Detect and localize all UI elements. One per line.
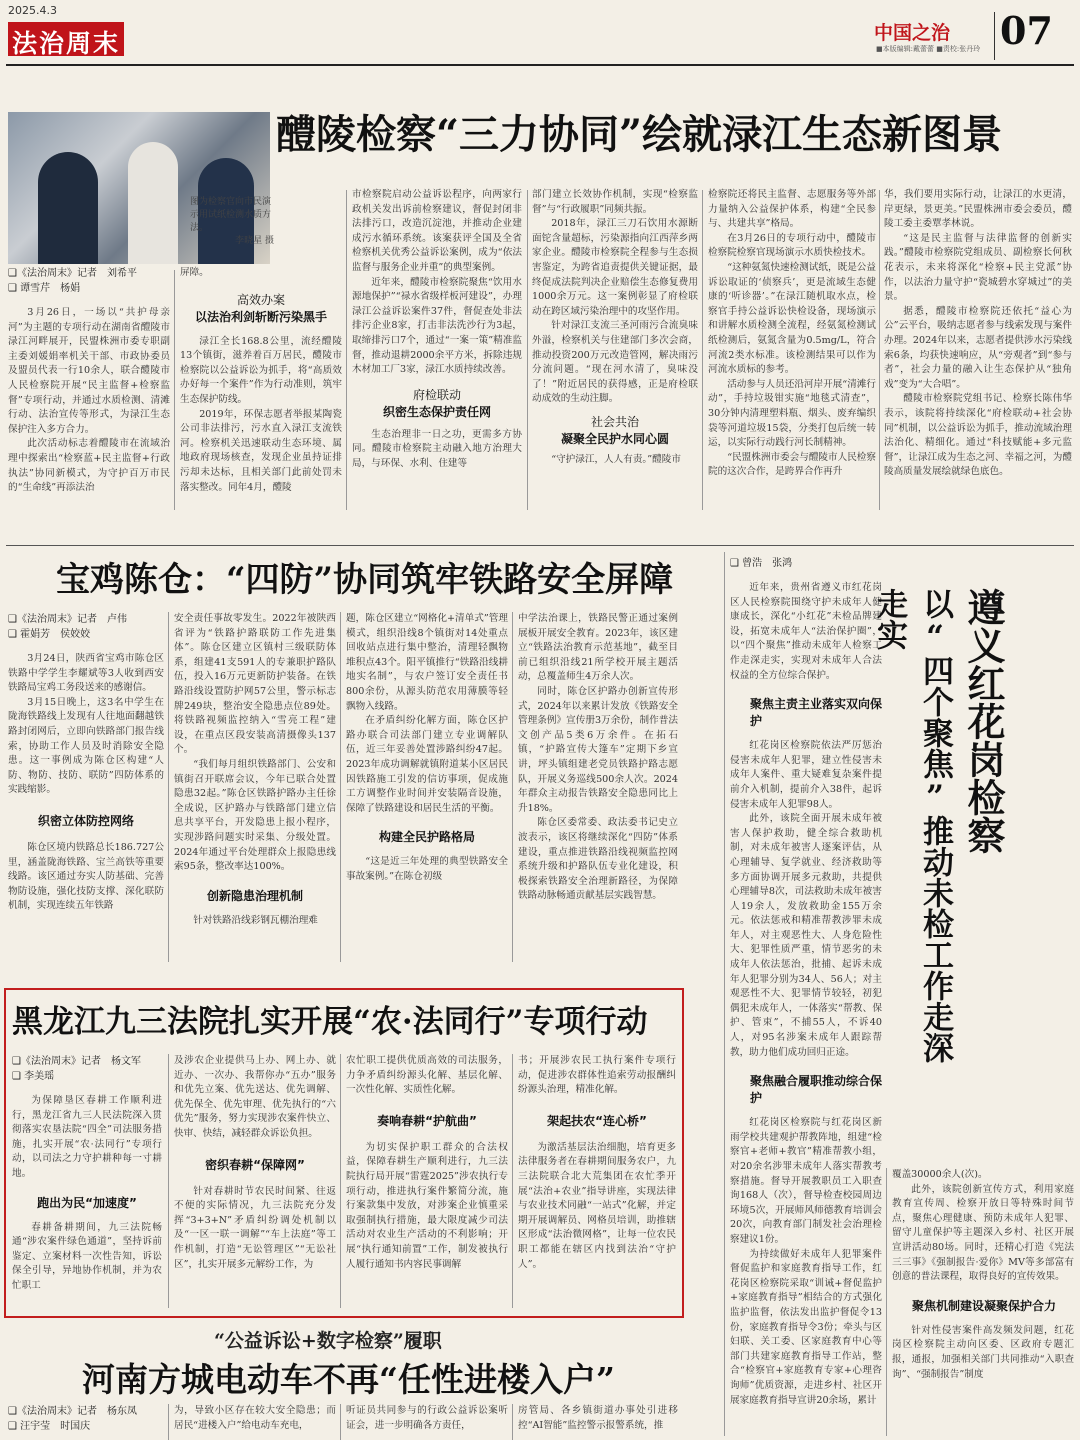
liling-col2 [180,266,342,495]
liling-subheading-3a: 社会共治 [590,414,639,429]
heilongjiang-paragraph: 针对春耕时节农民时间紧、往返不便的实际情况，九三法院充分发挥“3+3+N”矛盾纠纷调处机制以及“一区一联一调解”“车上法庭”等工作机制，打造“无讼管理区”“无讼社区”，扎实开展多元解纷工作，为 [174,1185,336,1270]
heilongjiang-subheading-2: 密织春耕“保障网” [205,1157,305,1172]
liling-subheading-1b: 以法治利剑斩断污染黑手 [194,309,327,324]
column-divider [340,1404,341,1440]
heilongjiang-paragraph: 春耕备耕期间，九三法院畅通“涉农案件绿色通道”，坚持诉前鉴定、立案材料一次性告知，诉讼保全引导，异地协作机制，并为农忙职工 [12,1221,162,1291]
heilongjiang-subheading-3: 奏响春耕“护航曲” [377,1113,477,1128]
column-divider [512,1404,513,1440]
zunyi-title-line2: 以“四个聚焦”推动未检工作走深走实 [871,588,953,1063]
zunyi-paragraph: 此外，该院全面开展未成年被害人保护救助，健全综合救助机制，对未成年被害人逐案评估，从心理辅导、复学就业、经济救助等多方面协调开展多元救助，共提供心理辅导8次，司法救助未成年被害人19余人，发放救助金155万余元。依法惩戒和精准帮教涉罪未成年人，对主观恶性大、人身危险性大、犯罪性质严重，情节恶劣的未成年人依法惩治，批捕、起诉未成年人犯罪分别为34人、56人；对主观恶性不大、犯罪情节较轻，初犯偶犯未成年人，一体落实“帮教、保护、管束”，不捕55人，不诉40人，对95名涉案未成年人跟踪帮教，助力他们成功回归正途。 [730,813,882,1058]
article-baoji-title: 宝鸡陈仓：“四防”协同筑牢铁路安全屏障 [56,560,674,600]
article-fangcheng-kicker: “公益诉讼+数字检察”履职 [214,1330,442,1352]
reporter-byline: ❑《法治周末》记者 刘希平 [8,268,137,279]
heilongjiang-col4 [518,1054,676,1272]
column-divider [168,1054,169,1308]
liling-subheading-2a: 府检联动 [412,387,461,402]
heilongjiang-col1 [12,1054,162,1294]
correspondent-byline: ❑ 李美瑶 [12,1071,55,1082]
liling-paragraph: 华，我们要用实际行动，让渌江的水更清，岸更绿，景更美。”民盟株洲市委会委员，醴陵工委主委覃孝林说。 [884,189,1072,230]
liling-paragraph: 生态治理非一日之功，更需多方协同。醴陵市检察院主动融入地方治理大局，与环保、水利、住建等 [352,428,522,469]
column-divider [527,190,528,510]
section-name: 中国之治 [874,22,951,44]
zunyi-column-right [892,1168,1074,1382]
reporter-byline: ❑《法治周末》记者 杨东凤 [8,1406,137,1417]
page-number: 07 [1000,8,1053,53]
column-divider [168,612,169,962]
liling-paragraph: 检察院还将民主监督、志愿服务等外部力量纳入公益保护体系，构建“全民参与、共建共享”格局。 [708,189,876,230]
article-liling-title: 醴陵检察“三力协同”绘就渌江生态新图景 [276,111,1003,158]
column-divider [512,1054,513,1308]
liling-col4 [532,188,698,468]
fangcheng-paragraph: 听证员共同参与的行政公益诉讼案听证会，进一步明确各方责任， [346,1405,508,1431]
column-divider [168,1404,169,1440]
baoji-paragraph: 中学法治课上，铁路民警正通过案例展板开展安全教育。2023年，该区建立“铁路法治教育示范基地”，截至目前已组织沿线21所学校开展主题活动，总覆盖师生4万余人次。 [518,613,678,683]
editor-credit [876,44,980,54]
correspondent-byline: ❑ 谭雪芹 杨娟 [8,283,81,294]
liling-paragraph: 针对渌江支流三圣河雨污合流臭味外溢，检察机关与住建部门多次会商，推动投资200万元改造管网，解决雨污分流问题。“现在河水清了，臭味没了！”附近居民的获得感，正是府检联动成效的生动注脚。 [532,320,698,405]
heilongjiang-paragraph: 及涉农企业提供马上办、网上办、就近办、一次办、我帮你办“五办”服务和优先立案、优先送达、优先调解、优先保全、优先审理、优先执行的“六优先”服务，努力实现涉农案件快立、快审、快结，减轻群众诉讼负担。 [174,1055,336,1139]
liling-col6 [884,188,1072,480]
liling-paragraph: 市检察院启动公益诉讼程序，向两家行政机关发出诉前检察建议，督促封闭非法排污口，改造沉淀池，并推动企业建成污水循环系统。该案获评全国及全省检察机关优秀公益诉讼案例，成为“依法监督与服务企业并重”的典型案例。 [352,189,522,273]
column-divider [724,552,725,1436]
correspondent-byline: ❑ 曾浩 张鸿 [730,558,793,569]
heilongjiang-col3 [346,1054,508,1272]
article-fangcheng-title: 河南方城电动车不再“任性进楼入户” [82,1360,615,1399]
zunyi-paragraph: 针对性侵害案件高发频发问题，红花岗区检察院主动向区委、区政府专题汇报，通报，加强相关部门共同推动“入职查询”、“强制报告”制度 [892,1324,1074,1380]
baoji-paragraph: 在矛盾纠纷化解方面，陈仓区护路办联合司法部门建立专业调解队伍，近三年妥善处置涉路纠纷47起。2023年成功调解就镇附道某小区居民因铁路施工引发的信访事项，促成施工方调整作业时间并安装隔音设施，保障了铁路建设和居民生活的平衡。 [346,715,508,814]
issue-date: 2025.4.3 [8,4,57,17]
reporter-byline: ❑《法治周末》记者 杨文军 [12,1056,141,1067]
heilongjiang-paragraph: 为切实保护职工群众的合法权益，保障春耕生产顺利进行，九三法院执行局开展“雷霆2025”涉农执行专项行动，推进执行案件繁简分流，施行案款集中发放，对涉案企业慎重采取强制执行措施，最大限度减少司法活动对农业生产活动的不利影响；开展“执行通知前置”工作，制发被执行人履行通知书内容民事调解 [346,1141,508,1270]
column-divider [346,190,347,510]
baoji-paragraph: 同时，陈仓区护路办创新宣传形式，2024年以来累计发放《铁路安全管理条例》宣传册3万余份，制作普法文创产品5类6万余件。在拓石镇，“护路宣传大篷车”定期下乡宣讲，坪头镇组建老党员铁路护路志愿队，开展义务巡线500余人次。2024年群众主动报告铁路安全隐患同比上升18%。 [518,685,678,814]
baoji-paragraph: 3月15日晚上，这3名中学生在陇海铁路线上发现有人往地面翻越铁路封闭网后，立即向铁路部门报告线索，协助工作人员及时消除安全隐患。这一事例成为陈仓区构建“人防、物防、技防、联防”四防体系的实践缩影。 [8,696,164,796]
correspondent-byline: ❑ 汪宇莹 时国庆 [8,1421,91,1432]
baoji-paragraph: “我们每月组织铁路部门、公安和镇街召开联席会议，今年已联合处置隐患32起。”陈仓区铁路护路办主任徐全成说，区护路办与铁路部门建立信息共享平台，开发隐患上报小程序，实现涉路问题实时采集、分级处置。2024年通过平台处理群众上报隐患线索95条，整改率达100%。 [174,758,336,873]
zunyi-subheading-2: 聚焦融合履职推动综合保护 [750,1074,883,1106]
photo-caption [190,196,274,248]
liling-paragraph: “这是民主监督与法律监督的创新实践。”醴陵市检察院党组成员、副检察长何秋花表示，未来将深化“检察+民主党派”协作，以法治力量守护“瓷城碧水穿城过”的美景。 [884,232,1072,303]
baoji-col1 [8,612,164,914]
fangcheng-col4 [518,1404,678,1438]
baoji-col3 [346,612,508,885]
liling-paragraph: 部门建立长效协作机制，实现“检察监督”与“行政履职”同频共振。 [532,189,698,215]
heilongjiang-subheading-1: 跑出为民“加速度” [37,1195,137,1210]
paper-name: 法治周末 [12,29,121,58]
fangcheng-col1 [8,1404,164,1434]
heilongjiang-paragraph: 为激活基层法治细胞，培育更多法律服务者在春耕期间服务农户，九三法院联合北大荒集团在农忙季开展“法治+农业”指导讲座，实现法律与农业技术同融“一站式”化解，并定期开展调解员、网格员培训，助推辖区形成“法治微网格”，让每一位农民职工都能在辖区内找到法治“守护人”。 [518,1141,676,1270]
baoji-subheading-2: 创新隐患治理机制 [206,888,303,903]
article-heilongjiang-title: 黑龙江九三法院扎实开展“农·法同行”专项行动 [12,1004,648,1040]
fangcheng-col2 [174,1404,336,1438]
baoji-paragraph: 安全责任事故零发生。2022年被陕西省评为“铁路护路联防工作先进集体”。陈仓区建立区镇村三级联防体系，组建41支591人的专兼职护路队伍，投入16万元更新防护装备。在铁路沿线设置防护网57公里，警示标志牌249块，整治安全隐患点位89处。将铁路视频监控纳入“雪亮工程”建设，在重点区段安装高清摄像头137个。 [174,613,336,756]
photo-caption-text: 图为检察官向市民演示用试纸检测水质方法。 [190,197,272,233]
masthead [0,0,1080,66]
liling-col5 [708,188,876,480]
correspondent-byline: ❑ 霍娟芳 侯姣姣 [8,629,91,640]
liling-subheading-1a: 高效办案 [236,292,285,307]
column-divider [340,612,341,962]
baoji-col4 [518,612,678,904]
editor-name: ■本版编辑:戴蕾蕾 [876,45,934,53]
liling-col1 [8,266,170,496]
fangcheng-col3 [346,1404,508,1438]
baoji-col2 [174,612,336,928]
heilongjiang-paragraph: 农忙职工提供优质高效的司法服务，力争矛盾纠纷源头化解、基层化解、一次性化解、实质性化解。 [346,1055,508,1096]
liling-paragraph: 屏障。 [180,267,209,278]
liling-paragraph: 在3月26日的专项行动中，醴陵市检察院检察官现场演示水质快检技术。 [708,232,876,259]
heilongjiang-col2 [174,1054,336,1272]
liling-paragraph: 此次活动标志着醴陵市在流域治理中探索出“检察蓝+民主监督+行政执法”协同新模式，为守护百万市民的“生命线”再添法治 [8,438,170,494]
zunyi-title-line1: 遵义红花岗检察 [961,588,1006,854]
heilongjiang-subheading-4: 架起扶农“连心桥” [547,1113,647,1128]
zunyi-paragraph: 此外，该院创新宣传方式，利用家庭教育宣传周、检察开放日等特殊时间节点，聚焦心理健康、预防未成年人犯罪、留守儿童保护等主题深入乡村、社区开展宣讲活动80场。同时，还精心打造《宪法三三事》《强制报告·爱你》MV等多部富有创意的普法课程，取得良好的宣传效果。 [892,1183,1074,1283]
column-divider [886,1168,887,1436]
liling-paragraph: 据悉，醴陵市检察院还依托“益心为公”云平台，吸纳志愿者参与线索发现与案件办理。2024年以来，志愿者提供涉水污染线索6条，均获快速响应，从“旁观者”到“参与者”，社会力量的融入让生态保护从“独角戏”变为“大合唱”。 [884,305,1072,390]
masthead-rule [6,64,1074,66]
fangcheng-paragraph: 房管局、各乡镇街道办事处引进移控“AI智能”监控警示报警系统，推 [518,1405,678,1431]
zunyi-subheading-1: 聚焦主责主业落实双向保护 [750,697,883,729]
liling-paragraph: 醴陵市检察院党组书记、检察长陈伟华表示，该院将持续深化“府检联动+社会协同”机制，以公益诉讼为抓手，推动流域治理法治化、精细化。通过“科技赋能+多元监督”，让渌江成为生态之河、幸福之河，为醴陵高质量发展绘就绿色底色。 [884,393,1072,478]
liling-paragraph: 2019年，环保志愿者举报某陶瓷公司非法排污，污水直入渌江支流铁河。检察机关迅速联动生态环境、属地政府现场核查，发现企业虽持证排污却未达标，且相关部门此前处罚未落实整改。同年4月，醴陵 [180,408,342,493]
reporter-byline: ❑《法治周末》记者 卢伟 [8,614,127,625]
liling-subheading-3b: 凝聚全民护水同心圆 [560,431,669,446]
heilongjiang-paragraph: 书；开展涉农民工执行案件专项行动，促进涉农群体性追索劳动报酬纠纷源头治理，精准化解。 [518,1055,676,1096]
heilongjiang-paragraph: 为保障垦区春耕工作顺利进行，黑龙江省九三人民法院深入贯彻落实农垦法院“四全”司法服务措施，扎实开展“农·法同行”专项行动，以司法之力守护耕种每一寸耕地。 [12,1095,162,1179]
liling-col3 [352,188,522,472]
baoji-paragraph: 针对铁路沿线彩钢瓦棚治理难 [193,914,318,926]
fangcheng-paragraph: 为，导致小区存在较大安全隐患；而居民“进楼入户”给电动车充电， [174,1405,336,1431]
liling-paragraph: 活动参与人员还沿河岸开展“清滩行动”，手持垃圾钳实施“地毯式清查”，30分钟内清理塑料瓶、烟头、废弃编织袋等河道垃圾15袋，分类打包后统一转运，以实际行动践行河长制精神。 [708,378,876,449]
baoji-paragraph: 陈仓区境内铁路总长186.727公里，涵盖陇海铁路、宝兰高铁等重要线路。该区通过夯实人防基础、完善物防设施，强化技防支撑、深化联防机制，实现连续五年铁路 [8,841,164,912]
zunyi-paragraph: 红花岗区检察院依法严厉惩治侵害未成年人犯罪，建立性侵害未成年人案件、重大疑难复杂案件提前介入机制，提前介入38件，起诉侵害未成年人犯罪98人。 [730,740,882,810]
liling-paragraph: “守护渌江，人人有责。”醴陵市 [551,453,681,465]
zunyi-paragraph: 覆盖30000余人(次)。 [892,1169,988,1180]
column-divider [340,1054,341,1308]
zunyi-paragraph: 为持续做好未成年人犯罪案件督促监护和家庭教育指导工作，红花岗区检察院采取“训诫+督促监护+家庭教育指导”相结合的方式强化监护监督，依法发出监护督促令13份，家庭教育指导令3份；牵头与区妇联、关工委、区家庭教育中心等部门共建家庭教育指导工作站，整合“检察官+家庭教育专家+心理咨询师”优质资源，走进乡村、社区开展家庭教育指导宣讲20余场，累计 [730,1248,882,1406]
zunyi-paragraph: 红花岗区检察院与红花岗区新雨学校共建观护帮教阵地，组建“检察官+老师+教官”精准帮教小组，对20余名涉罪未成年人落实帮教考察措施。督导开展教职员工入职查询168人（次），督导检查校园周边环境5次，开展师风师德教育培训会20次，向教育部门制发社会治理检察建议1份。 [730,1117,882,1245]
baoji-paragraph: “这是近三年处理的典型铁路安全事故案例。”在陈仓初级 [346,856,508,882]
section-rule [6,545,1074,546]
photo-credit: 李晓星 摄 [235,236,274,246]
liling-paragraph: 近年来，醴陵市检察院聚焦“饮用水源地保护”“禄水省级样板河建设”，办理渌江公益诉讼案件37件，督促查处非法排污企业8家，打击非法洗沙行为3起，取缔排污口7个，通过“一案一策”精准监督，推动退耕2000余平方米，拆除违规木材加工厂3家，渌江水质持续改善。 [352,276,522,376]
zunyi-subheading-3: 聚焦机制建设凝聚保护合力 [912,1298,1057,1313]
liling-subheading-2b: 织密生态保护责任网 [382,404,491,419]
liling-paragraph: 2018年，渌江三刀石饮用水源断面铊含量超标，污染源指向江西萍乡两家企业。醴陵市检察院全程参与生态损害鉴定，为跨省追责提供关键证据，最终促成法院判决企业赔偿生态修复费用1000余万元。这一案例彰显了府检联动在跨区域污染治理中的攻坚作用。 [532,218,698,317]
proof-name: ■责校:张丹玲 [936,45,981,53]
liling-paragraph: “这种氨氮快速检测试纸，既是公益诉讼取证的‘侦察兵’，更是流域生态健康的‘听诊器’。”在渌江随机取水点，检察官手持公益诉讼快检设备，现场演示和讲解水质检测全流程，经氨氮检测试纸检测后，氨氮含量为0.5mg/L，符合河流2类水标准。该检测结果可以作为河流水质标的参考。 [708,261,876,376]
baoji-subheading-3: 构建全民护路格局 [378,830,475,845]
column-divider [174,270,175,510]
masthead-divider [994,12,995,60]
column-divider [879,190,880,510]
zunyi-column [730,556,882,1408]
column-divider [702,190,703,510]
liling-paragraph: “民盟株洲市委会与醴陵市人民检察院的这次合作，是跨界合作再升 [708,451,876,478]
liling-paragraph: 渌江全长168.8公里，流经醴陵13个镇街，滋养着百万居民，醴陵市检察院以公益诉讼为抓手，将“高质效办好每一个案件”作为行动准则，筑牢生态保护防线。 [180,335,342,405]
baoji-paragraph: 陈仓区委常委、政法委书记史立波表示，该区将继续深化“四防”体系建设，重点推进铁路沿线视频监控网系统升级和护路队伍专业化建设，积极探索铁路安全治理新路径，为保障铁路动脉畅通贡献基层实践智慧。 [518,817,678,902]
baoji-paragraph: 3月24日，陕西省宝鸡市陈仓区铁路中学学生李耀斌等3人收到西安铁路局宝鸡工务段送来的感谢信。 [8,653,164,694]
baoji-subheading-1: 织密立体防控网络 [37,813,134,828]
zunyi-paragraph: 近年来，贵州省遵义市红花岗区人民检察院围绕守护未成年人健康成长，深化“小红花”未检品牌建设，拓宽未成年人“法治保护圈”，以“四个聚焦”推动未成年人检察工作走深走实，实现对未成年人合法权益的全方位综合保护。 [730,582,882,681]
liling-paragraph: 3月26日，一场以“共护母亲河”为主题的专项行动在湖南省醴陵市渌江河畔展开，民盟株洲市委专职副主委刘媛娟率机关干部、市政协委员及盟员代表一行10余人，联合醴陵市人民检察院开展“民主监督+检察监督”专项行动，并通过水质检测、清滩行动、法治宣传等形式，为渌江生态保护注入多方合力。 [8,307,170,435]
baoji-paragraph: 题，陈仓区建立“网格化+清单式”管理模式，组织沿线8个镇街对14处重点回收站点进行集中整治，清理轻飘物堆积点43个。阳平镇推行“铁路沿线耕地实名制”，与农户签订安全责任书800余份，从源头防范农用薄膜等轻飘物入线路。 [346,613,508,712]
column-divider [512,612,513,962]
